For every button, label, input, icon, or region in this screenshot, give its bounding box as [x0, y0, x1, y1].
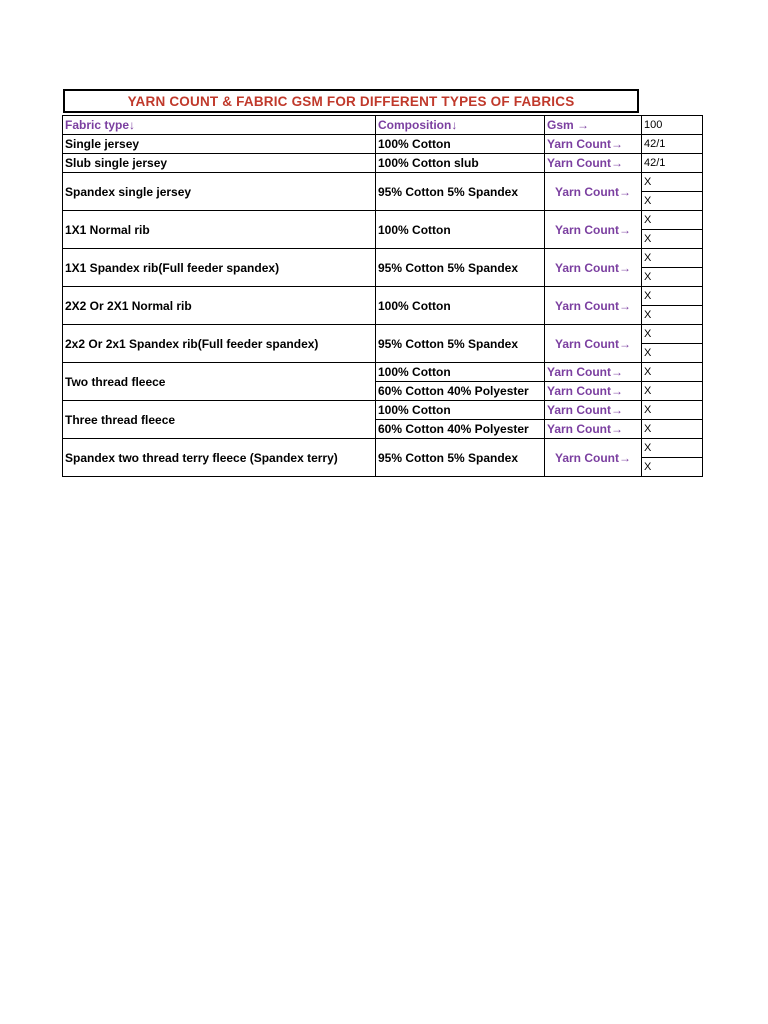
yarn-count-value-cell[interactable]: X	[642, 420, 703, 439]
yarn-count-value-cell[interactable]: 42/1	[642, 135, 703, 154]
header-gsm[interactable]: Gsm →	[545, 116, 642, 135]
fabric-type-cell[interactable]: Three thread fleece	[63, 401, 376, 439]
composition-cell[interactable]: 100% Cotton	[376, 287, 545, 325]
table-row	[63, 135, 703, 154]
composition-cell[interactable]: 100% Cotton	[376, 135, 545, 154]
yarn-count-table	[62, 115, 703, 477]
yarn-count-value-cell[interactable]: X	[642, 458, 703, 477]
yarn-count-label-cell[interactable]: Yarn Count→	[545, 439, 642, 477]
fabric-type-cell[interactable]: 2X2 Or 2X1 Normal rib	[63, 287, 376, 325]
yarn-count-value-cell[interactable]: X	[642, 173, 703, 192]
composition-cell[interactable]: 100% Cotton	[376, 211, 545, 249]
yarn-count-value-cell[interactable]: X	[642, 211, 703, 230]
yarn-count-value-cell[interactable]: X	[642, 230, 703, 249]
yarn-count-value-cell[interactable]: X	[642, 363, 703, 382]
gsm-value-cell[interactable]: 100	[642, 116, 703, 135]
table-row	[63, 363, 703, 382]
sheet-title: YARN COUNT & FABRIC GSM FOR DIFFERENT TYPES OF FABRICS	[63, 89, 639, 113]
yarn-count-value-cell[interactable]: X	[642, 306, 703, 325]
table-header-row	[63, 116, 703, 135]
table-row	[63, 249, 703, 268]
yarn-count-value-cell[interactable]: X	[642, 401, 703, 420]
yarn-count-value-cell[interactable]: X	[642, 249, 703, 268]
table-row	[63, 173, 703, 192]
yarn-count-value-cell[interactable]: X	[642, 439, 703, 458]
composition-cell[interactable]: 100% Cotton	[376, 401, 545, 420]
yarn-count-value-cell[interactable]: X	[642, 192, 703, 211]
table-row	[63, 287, 703, 306]
yarn-count-label-cell[interactable]: Yarn Count→	[545, 363, 642, 382]
fabric-type-cell[interactable]: Spandex two thread terry fleece (Spandex terry)	[63, 439, 376, 477]
yarn-count-label-cell[interactable]: Yarn Count→	[545, 420, 642, 439]
yarn-count-label-cell[interactable]: Yarn Count→	[545, 325, 642, 363]
fabric-type-cell[interactable]: Spandex single jersey	[63, 173, 376, 211]
yarn-count-label-cell[interactable]: Yarn Count→	[545, 154, 642, 173]
yarn-count-label-cell[interactable]: Yarn Count→	[545, 249, 642, 287]
composition-cell[interactable]: 95% Cotton 5% Spandex	[376, 439, 545, 477]
composition-cell[interactable]: 95% Cotton 5% Spandex	[376, 249, 545, 287]
yarn-count-label-cell[interactable]: Yarn Count→	[545, 135, 642, 154]
fabric-type-cell[interactable]: 2x2 Or 2x1 Spandex rib(Full feeder spandex)	[63, 325, 376, 363]
table-row	[63, 154, 703, 173]
fabric-type-cell[interactable]: 1X1 Spandex rib(Full feeder spandex)	[63, 249, 376, 287]
yarn-count-label-cell[interactable]: Yarn Count→	[545, 173, 642, 211]
table-row	[63, 439, 703, 458]
composition-cell[interactable]: 60% Cotton 40% Polyester	[376, 382, 545, 401]
composition-cell[interactable]: 95% Cotton 5% Spandex	[376, 325, 545, 363]
fabric-type-cell[interactable]: Single jersey	[63, 135, 376, 154]
composition-cell[interactable]: 100% Cotton	[376, 363, 545, 382]
yarn-count-value-cell[interactable]: X	[642, 287, 703, 306]
composition-cell[interactable]: 100% Cotton slub	[376, 154, 545, 173]
yarn-count-value-cell[interactable]: X	[642, 268, 703, 287]
yarn-count-label-cell[interactable]: Yarn Count→	[545, 287, 642, 325]
table-row	[63, 211, 703, 230]
table-row	[63, 401, 703, 420]
yarn-count-value-cell[interactable]: X	[642, 325, 703, 344]
yarn-count-label-cell[interactable]: Yarn Count→	[545, 401, 642, 420]
header-composition[interactable]: Composition↓	[376, 116, 545, 135]
table-row	[63, 325, 703, 344]
header-fabric-type[interactable]: Fabric type↓	[63, 116, 376, 135]
fabric-type-cell[interactable]: Two thread fleece	[63, 363, 376, 401]
yarn-count-value-cell[interactable]: X	[642, 382, 703, 401]
fabric-type-cell[interactable]: Slub single jersey	[63, 154, 376, 173]
yarn-count-label-cell[interactable]: Yarn Count→	[545, 382, 642, 401]
composition-cell[interactable]: 60% Cotton 40% Polyester	[376, 420, 545, 439]
yarn-count-label-cell[interactable]: Yarn Count→	[545, 211, 642, 249]
yarn-count-value-cell[interactable]: 42/1	[642, 154, 703, 173]
composition-cell[interactable]: 95% Cotton 5% Spandex	[376, 173, 545, 211]
fabric-type-cell[interactable]: 1X1 Normal rib	[63, 211, 376, 249]
yarn-count-value-cell[interactable]: X	[642, 344, 703, 363]
